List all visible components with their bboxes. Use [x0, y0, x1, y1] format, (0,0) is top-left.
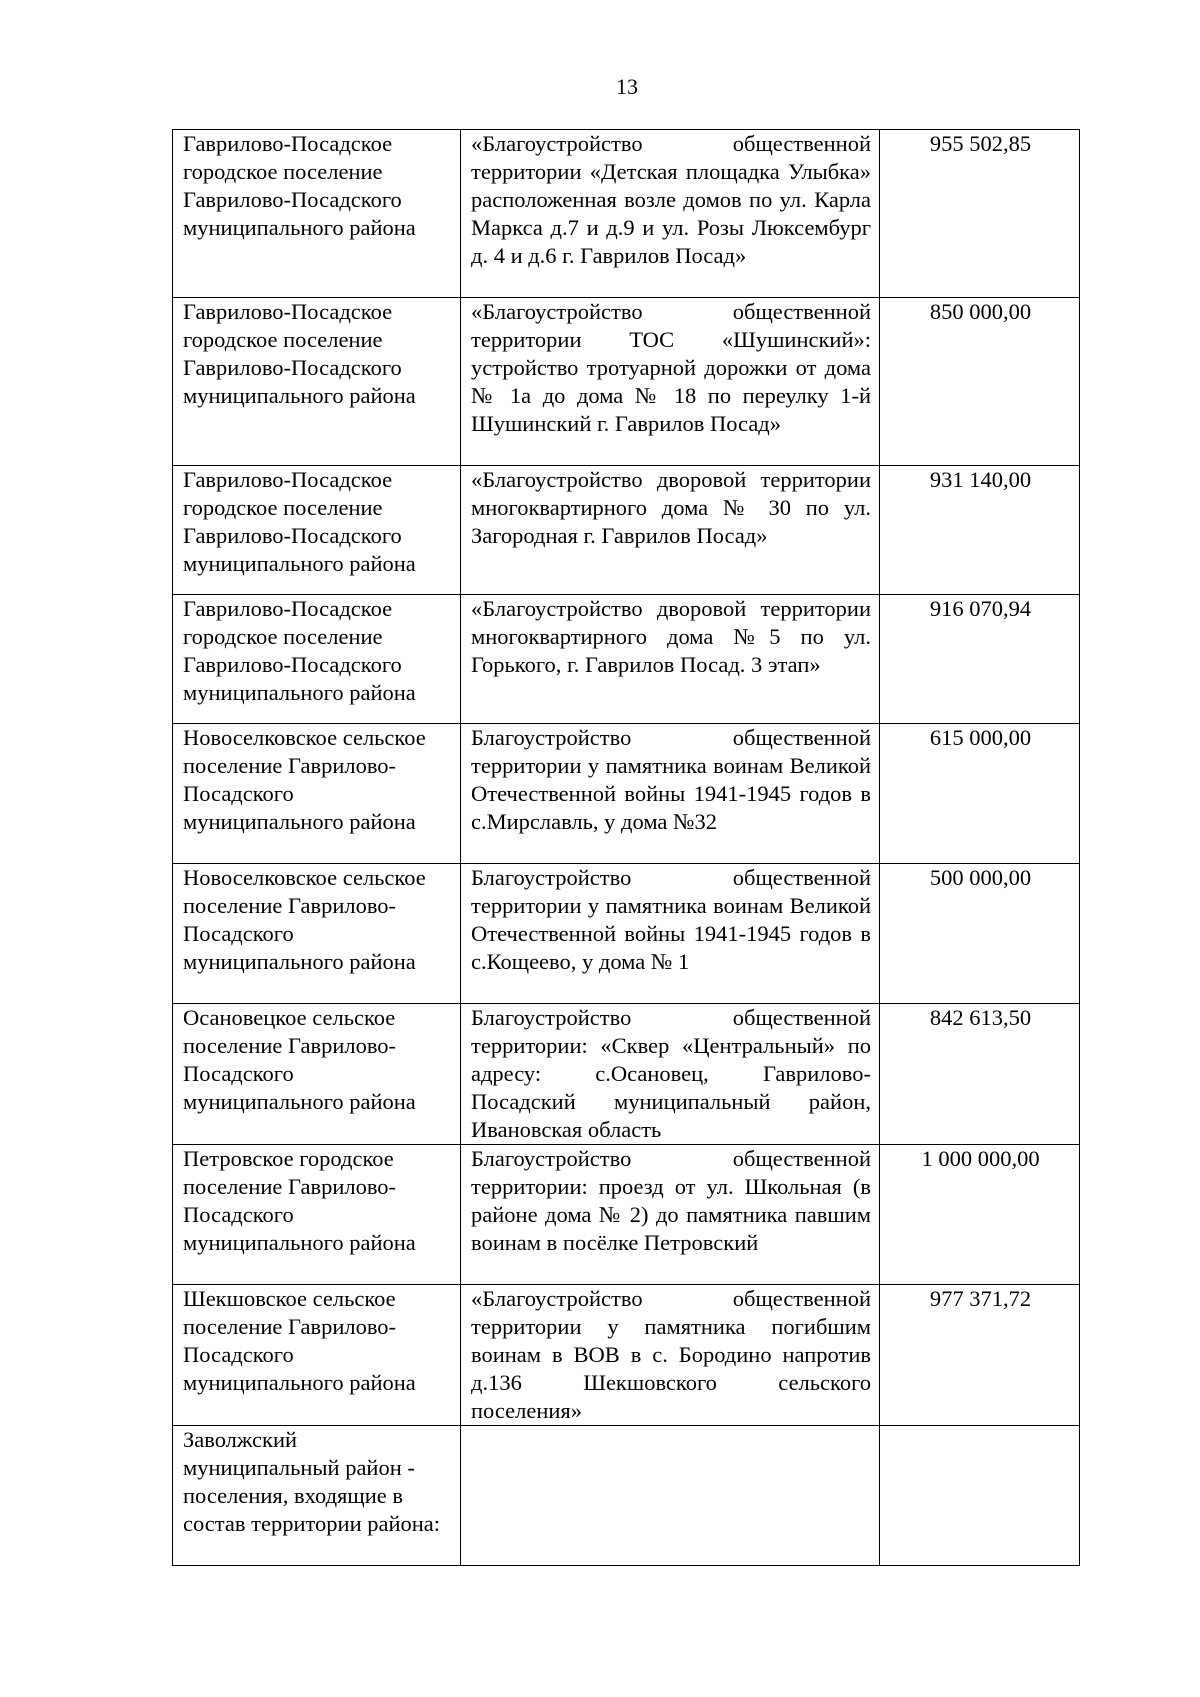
project-description-cell: «Благоустройство общественной территории ТОС «Шушинский»: устройство тротуарной дорожки от дома № 1а до дома № 18 по переулку 1-й Шушинский г. Гаврилов Посад» [461, 298, 880, 466]
settlement-cell: Заволжский муниципальный район - поселения, входящие в состав территории района: [173, 1426, 461, 1566]
settlement-cell: Осановецкое сельское поселение Гаврилово-Посадского муниципального района [173, 1004, 461, 1145]
table-row [173, 1426, 1080, 1566]
project-description-cell: Благоустройство общественной территории у памятника воинам Великой Отечественной войны 1941-1945 годов в с.Кощеево, у дома № 1 [461, 864, 880, 1004]
table-row [173, 595, 1080, 724]
amount-cell: 615 000,00 [880, 724, 1080, 864]
table-row [173, 298, 1080, 466]
amount-cell: 842 613,50 [880, 1004, 1080, 1145]
amount-cell [880, 1426, 1080, 1566]
improvement-projects-table [172, 129, 1080, 1566]
project-description-cell: Благоустройство общественной территории у памятника воинам Великой Отечественной войны 1941-1945 годов в с.Мирславль, у дома №32 [461, 724, 880, 864]
table-row [173, 864, 1080, 1004]
settlement-cell: Гаврилово-Посадское городское поселение Гаврилово-Посадского муниципального района [173, 130, 461, 298]
table-row [173, 1285, 1080, 1426]
project-description-cell: «Благоустройство дворовой территории многоквартирного дома № 30 по ул. Загородная г. Гаврилов Посад» [461, 466, 880, 595]
amount-cell: 931 140,00 [880, 466, 1080, 595]
settlement-cell: Шекшовское сельское поселение Гаврилово-Посадского муниципального района [173, 1285, 461, 1426]
page-number: 13 [616, 74, 638, 99]
amount-cell: 955 502,85 [880, 130, 1080, 298]
amount-cell: 850 000,00 [880, 298, 1080, 466]
amount-cell: 916 070,94 [880, 595, 1080, 724]
amount-cell: 500 000,00 [880, 864, 1080, 1004]
settlement-cell: Новоселковское сельское поселение Гаврилово-Посадского муниципального района [173, 864, 461, 1004]
amount-cell: 1 000 000,00 [880, 1145, 1080, 1285]
project-description-cell: «Благоустройство дворовой территории многоквартирного дома №5 по ул. Горького, г. Гаврилов Посад. 3 этап» [461, 595, 880, 724]
settlement-cell: Гаврилово-Посадское городское поселение Гаврилово-Посадского муниципального района [173, 466, 461, 595]
project-description-cell: Благоустройство общественной территории: «Сквер «Центральный» по адресу: с.Осановец, Гаврилово-Посадский муниципальный район, Ивановская область [461, 1004, 880, 1145]
settlement-cell: Новоселковское сельское поселение Гаврилово-Посадского муниципального района [173, 724, 461, 864]
settlement-cell: Гаврилово-Посадское городское поселение Гаврилово-Посадского муниципального района [173, 595, 461, 724]
project-description-cell: Благоустройство общественной территории: проезд от ул. Школьная (в районе дома № 2) до памятника павшим воинам в посёлке Петровский [461, 1145, 880, 1285]
table-row [173, 130, 1080, 298]
amount-cell: 977 371,72 [880, 1285, 1080, 1426]
table-row [173, 466, 1080, 595]
table-row [173, 1145, 1080, 1285]
settlement-cell: Гаврилово-Посадское городское поселение Гаврилово-Посадского муниципального района [173, 298, 461, 466]
settlement-cell: Петровское городское поселение Гаврилово-Посадского муниципального района [173, 1145, 461, 1285]
table-row [173, 1004, 1080, 1145]
project-description-cell: «Благоустройство общественной территории у памятника погибшим воинам в ВОВ в с. Бородино напротив д.136 Шекшовского сельского поселения» [461, 1285, 880, 1426]
table-row [173, 724, 1080, 864]
project-description-cell [461, 1426, 880, 1566]
project-description-cell: «Благоустройство общественной территории «Детская площадка Улыбка» расположенная возле домов по ул. Карла Маркса д.7 и д.9 и ул. Розы Люксембург д. 4 и д.6 г. Гаврилов Посад» [461, 130, 880, 298]
